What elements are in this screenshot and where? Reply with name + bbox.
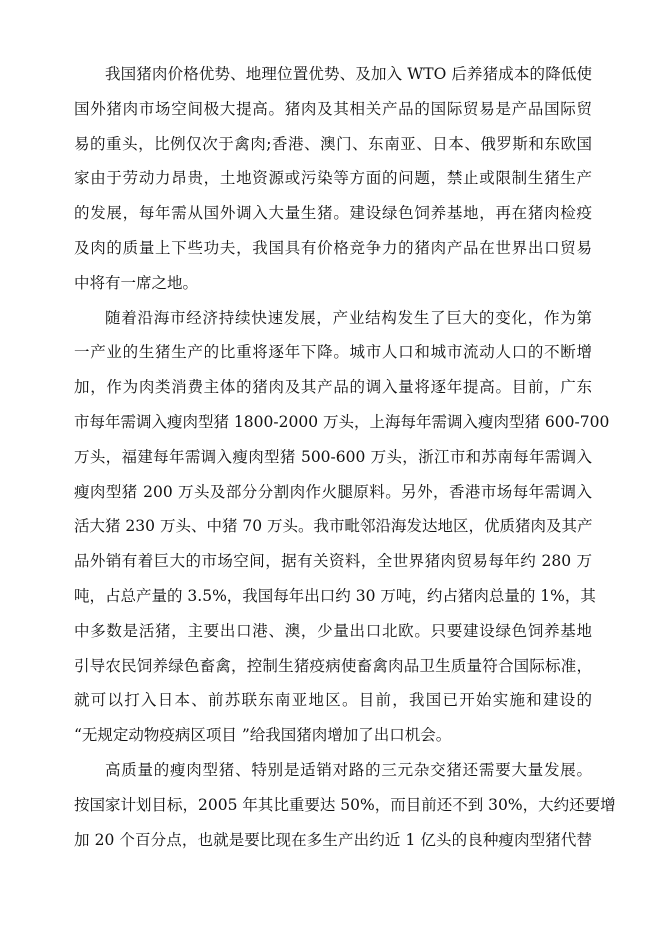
text-line: 瘦肉型猪 200 万头及部分分割肉作火腿原料。另外，香港市场每年需调入 [74, 482, 592, 501]
paragraph-2 [74, 301, 610, 753]
text-line: 按国家计划目标，2005 年其比重要达 50%，而目前还不到 30%，大约还要增 [74, 795, 616, 814]
text-line: 高质量的瘦肉型猪、特别是适销对路的三元杂交猪还需要大量发展。 [105, 760, 592, 779]
text-line: 国外猪肉市场空间极大提高。猪肉及其相关产品的国际贸易是产品国际贸 [74, 99, 592, 118]
text-line: 随着沿海市经济持续快速发展，产业结构发生了巨大的变化，作为第 [105, 308, 592, 327]
text-line: 一产业的生猪生产的比重将逐年下降。城市人口和城市流动人口的不断增 [74, 343, 592, 362]
paragraph-3 [74, 753, 616, 857]
text-line: 品外销有着巨大的市场空间，据有关资料，全世界猪肉贸易每年约 280 万 [74, 552, 592, 571]
body-text [74, 57, 616, 857]
text-line: 及肉的质量上下些功夫，我国具有价格竞争力的猪肉产品在世界出口贸易 [74, 238, 592, 257]
text-line: 家由于劳动力昂贵，土地资源或污染等方面的问题，禁止或限制生猪生产 [74, 169, 592, 188]
text-line: 引导农民饲养绿色畜禽，控制生猪疫病使畜禽肉品卫生质量符合国际标准， [74, 656, 592, 675]
text-line: “无规定动物疫病区项目 ”给我国猪肉增加了出口机会。 [74, 726, 452, 745]
text-line: 我国猪肉价格优势、地理位置优势、及加入 WTO 后养猪成本的降低使 [105, 65, 592, 83]
text-line: 的发展，每年需从国外调入大量生猪。建设绿色饲养基地，再在猪肉检疫 [74, 204, 592, 223]
text-line: 易的重头，比例仅次于禽肉;香港、澳门、东南亚、日本、俄罗斯和东欧国 [74, 134, 592, 153]
text-line: 加，作为肉类消费主体的猪肉及其产品的调入量将逐年提高。目前，广东 [74, 378, 592, 397]
paragraph-1 [74, 57, 592, 301]
text-line: 吨，占总产量的 3.5%，我国每年出口约 30 万吨，约占猪肉总量的 1%，其 [74, 586, 596, 605]
text-line: 加 20 个百分点，也就是要比现在多生产出约近 1 亿头的良种瘦肉型猪代替 [74, 830, 592, 849]
text-line: 市每年需调入瘦肉型猪 1800-2000 万头，上海每年需调入瘦肉型猪 600-700 [74, 412, 610, 431]
text-line: 活大猪 230 万头、中猪 70 万头。我市毗邻沿海发达地区，优质猪肉及其产 [74, 517, 593, 536]
text-line: 就可以打入日本、前苏联东南亚地区。目前，我国已开始实施和建设的 [74, 691, 592, 710]
text-line: 万头，福建每年需调入瘦肉型猪 500-600 万头，浙江市和苏南每年需调入 [74, 447, 592, 466]
text-line: 中将有一席之地。 [74, 273, 199, 292]
text-line: 中多数是活猪，主要出口港、澳，少量出口北欧。只要建设绿色饲养基地 [74, 621, 592, 640]
